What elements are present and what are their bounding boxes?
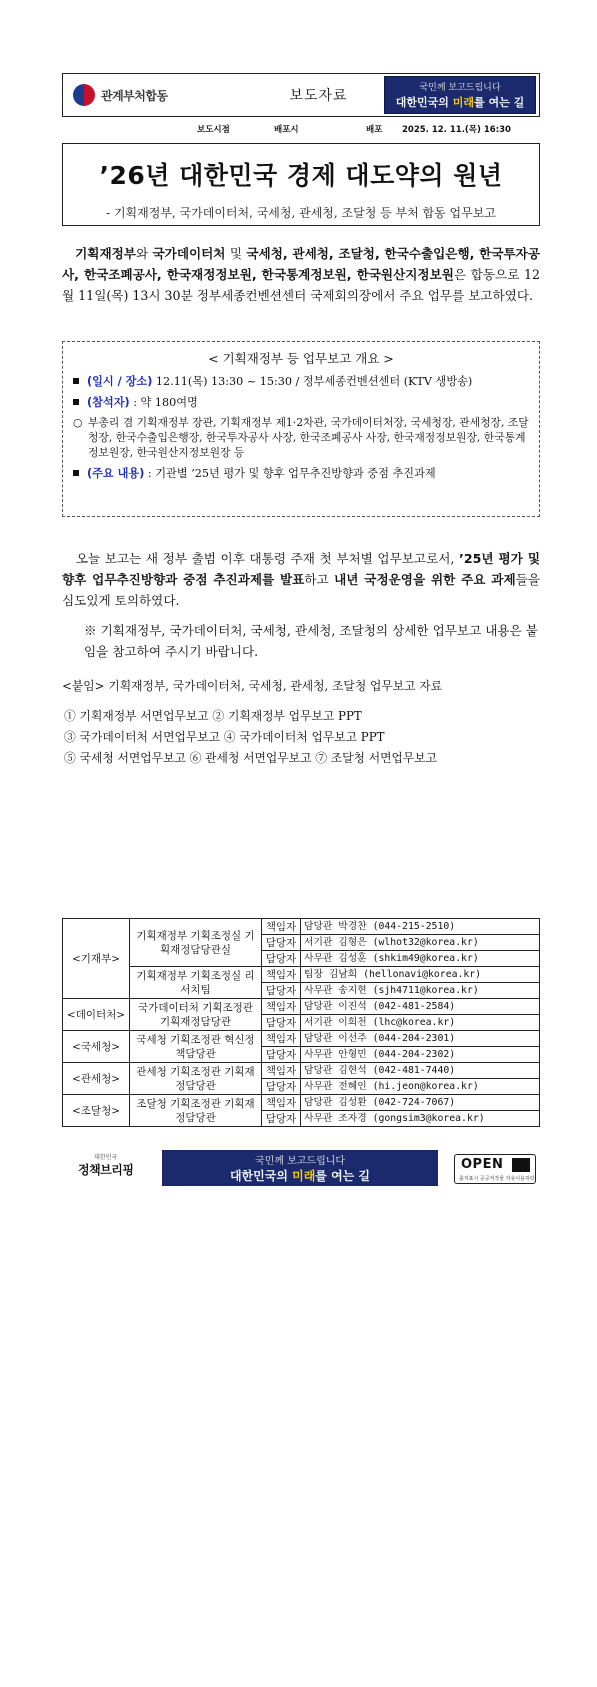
contact-cell: 사무관 전혜인 (hi.jeon@korea.kr) (301, 1079, 540, 1095)
summary-when: (일시 / 장소) 12.11(목) 13:30 ~ 15:30 / 정부세종컨벤션센터 (KTV 생방송) (71, 373, 531, 389)
attachment-line: ⑤ 국세청 서면업무보고 ⑥ 관세청 서면업무보고 ⑦ 조달청 서면업무보고 (64, 751, 438, 765)
page-subtitle: - 기획재정부, 국가데이터처, 국세청, 관세청, 조달청 등 부처 합동 업무보고 (106, 206, 496, 220)
dept-cell: 기획재정부 기획조정실 리서치팀 (130, 967, 262, 999)
role-cell: 담당자 (262, 1047, 301, 1063)
contact-cell: 팀장 김남희 (hellonavi@korea.kr) (301, 967, 540, 983)
contact-cell: 담당관 이진석 (042-481-2584) (301, 999, 540, 1015)
contact-cell: 사무관 김성훈 (shkim49@korea.kr) (301, 951, 540, 967)
attachment-title: <붙임> 기획재정부, 국가데이터처, 국세청, 관세청, 조달청 업무보고 자료 (62, 679, 443, 693)
policy-briefing-logo (78, 1152, 133, 1178)
org-cell: <조달청> (63, 1095, 130, 1127)
role-cell: 담당자 (262, 983, 301, 999)
attachment-line: ① 기획재정부 서면업무보고 ② 기획재정부 업무보고 PPT (64, 709, 362, 723)
role-cell: 책임자 (262, 999, 301, 1015)
license-badge-icon (512, 1158, 530, 1172)
summary-attendee-detail: ○ 부총리 겸 기획재정부 장관, 기획재정부 제1·2차관, 국가데이터처장, 국세청장, 관세청장, 조달청장, 한국수출입은행장, 한국투자공사 사장, 한국조폐공사 사장, 한국재정정보원장, 한국통계정보원장, 한국원산지정보원장 등 (73, 416, 529, 459)
table-row (63, 967, 540, 983)
org-cell: <국세청> (63, 1031, 130, 1063)
title-box (62, 143, 540, 226)
release-dist-label: 배포시 (274, 125, 299, 135)
page-title: ’26년 대한민국 경제 대도약의 원년 (99, 161, 503, 190)
taegeuk-icon (73, 84, 95, 106)
contacts-table (62, 918, 540, 1127)
ministry-logo (63, 84, 253, 106)
footer-banner (162, 1150, 438, 1186)
release-time-label: 보도시점 (197, 125, 230, 135)
role-cell: 책임자 (262, 919, 301, 935)
bullet-square-icon (73, 470, 79, 476)
role-cell: 책임자 (262, 1031, 301, 1047)
table-row (63, 1031, 540, 1047)
release-date: 2025. 12. 11.(목) 16:30 (402, 125, 511, 135)
contact-cell: 담당관 김성환 (042-724-7067) (301, 1095, 540, 1111)
dept-cell: 관세청 기획조정관 기획재정담당관 (130, 1063, 262, 1095)
contact-cell: 담당관 박경찬 (044-215-2510) (301, 919, 540, 935)
bullet-circle-icon: ○ (73, 416, 83, 429)
pb-small: 대한민국 (94, 1154, 118, 1161)
role-cell: 책임자 (262, 1063, 301, 1079)
summary-title: < 기획재정부 등 업무보고 개요 > (208, 351, 394, 366)
summary-attendees: (참석자) : 약 180여명 (71, 394, 531, 410)
banner-line2: 대한민국의 미래를 여는 길 (395, 96, 525, 109)
role-cell: 책임자 (262, 1095, 301, 1111)
contact-cell: 사무관 안형민 (044-204-2302) (301, 1047, 540, 1063)
org-cell: <기재부> (63, 919, 130, 999)
org-cell: <관세청> (63, 1063, 130, 1095)
dept-cell: 국가데이터처 기획조정관 기획재정담당관 (130, 999, 262, 1031)
role-cell: 담당자 (262, 951, 301, 967)
open-license-logo (454, 1154, 536, 1184)
dept-cell: 기획재정부 기획조정실 기획재정담당관실 (130, 919, 262, 967)
open-caption: 출처표시 공공저작물 자유이용허락 (459, 1176, 535, 1182)
role-cell: 책임자 (262, 967, 301, 983)
role-cell: 담당자 (262, 935, 301, 951)
release-date-label: 배포 (366, 125, 383, 135)
bullet-square-icon (73, 399, 79, 405)
footer-banner-line2: 대한민국의 미래를 여는 길 (229, 1169, 371, 1183)
footer (62, 1150, 540, 1186)
table-row (63, 919, 540, 935)
table-row (63, 999, 540, 1015)
summary-main-content: (주요 내용) : 기관별 ’25년 평가 및 향후 업무추진방향과 중점 추진과제 (71, 465, 531, 481)
bullet-square-icon (73, 378, 79, 384)
contact-cell: 담당관 김현석 (042-481-7440) (301, 1063, 540, 1079)
role-cell: 담당자 (262, 1015, 301, 1031)
header-banner (384, 76, 536, 114)
pb-main: 정책브리핑 (78, 1163, 134, 1177)
body-paragraph: 오늘 보고는 새 정부 출범 이후 대통령 주재 첫 부처별 업무보고로서, ’25년 평가 및 향후 업무추진방향과 중점 추진과제를 발표하고 내년 국정운영을 위한 주요 과제들을 심도있게 토의하였다. (62, 551, 541, 608)
attachment-list (64, 706, 437, 769)
role-cell: 담당자 (262, 1079, 301, 1095)
dept-cell: 국세청 기획조정관 혁신정책담당관 (130, 1031, 262, 1063)
dept-cell: 조달청 기획조정관 기획재정담당관 (130, 1095, 262, 1127)
banner-line1: 국민께 보고드립니다 (419, 83, 501, 93)
attachment-line: ③ 국가데이터처 서면업무보고 ④ 국가데이터처 업무보고 PPT (64, 730, 385, 744)
org-cell: <데이터처> (63, 999, 130, 1031)
contact-cell: 서기관 이희천 (lhc@korea.kr) (301, 1015, 540, 1031)
table-row (63, 1095, 540, 1111)
summary-box (62, 341, 540, 517)
ministry-name: 관계부처합동 (101, 88, 168, 103)
open-label: OPEN (461, 1157, 504, 1172)
doc-type: 보도자료 (289, 88, 348, 104)
footer-banner-line1: 국민께 보고드립니다 (254, 1156, 346, 1167)
contact-cell: 사무관 조자경 (gongsim3@korea.kr) (301, 1111, 540, 1127)
press-header (62, 73, 540, 117)
table-row (63, 1063, 540, 1079)
lead-paragraph: 기획재정부와 국가데이터처 및 국세청, 관세청, 조달청, 한국수출입은행, 한국투자공사, 한국조폐공사, 한국재정정보원, 한국통계정보원, 한국원산지정보원은 합동으로 12월 11일(목) 13시 30분 정부세종컨벤션센터 국제회의장에서 주요 업무를 보고하였다. (62, 246, 540, 303)
contact-cell: 담당관 이선주 (044-204-2301) (301, 1031, 540, 1047)
contact-cell: 사무관 송지현 (sjh4711@korea.kr) (301, 983, 540, 999)
attachment-note: ※ 기획재정부, 국가데이터처, 국세청, 관세청, 조달청의 상세한 업무보고 내용은 붙임을 참고하여 주시기 바랍니다. (84, 623, 538, 659)
role-cell: 담당자 (262, 1111, 301, 1127)
contact-cell: 서기관 김형은 (wlhot32@korea.kr) (301, 935, 540, 951)
